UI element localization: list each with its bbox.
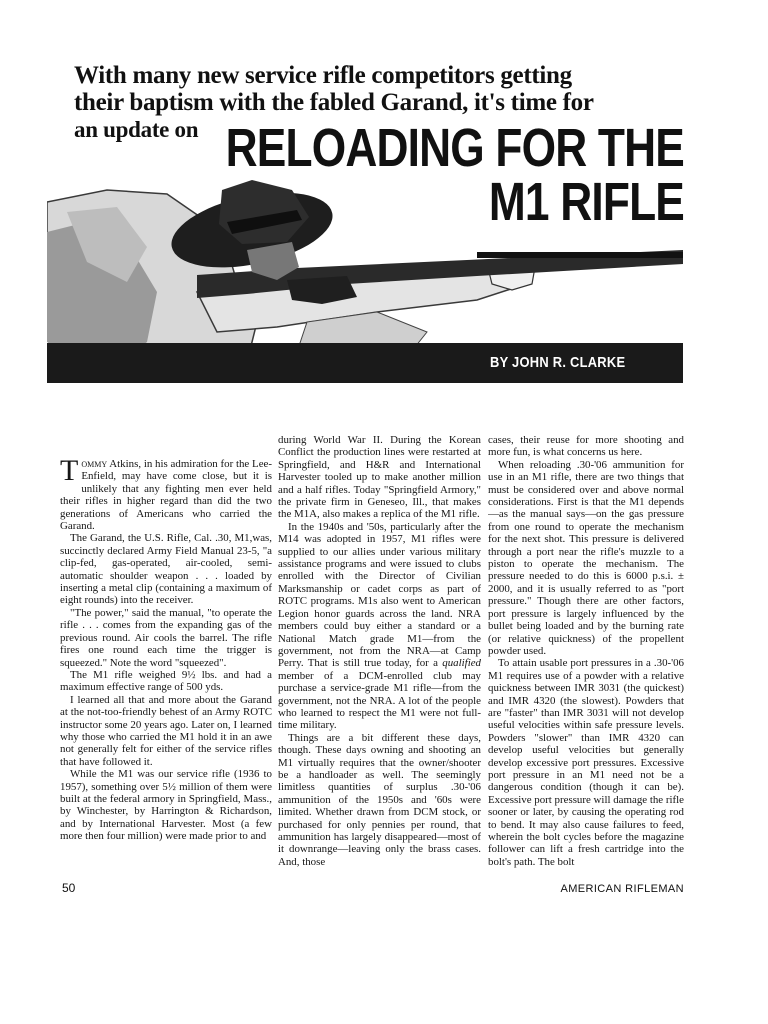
text-run: In the 1940s and '50s, particularly after the M14 was adopted in 1957, M1 rifles were supplied to our allies under various military assistance programs and were issued to clubs enrolled with the Director of Civilian Marksmanship or cadet corps as part of ROTC programs. M1s also went to American Legion honor guards across the land. NRA members could buy either a standard or a National Match grade M1—from the government, not from the NRA—at Camp Perry. That is still true today, for a [278,520,481,670]
paragraph: While the M1 was our service rifle (1936 to 1957), something over 5½ million of them were built at the federal armory in Springfield, Mass., by Winchester, by Harrington & Richardson, and by International Harvester. Most (a few more then four million) were made prior to and [60,768,272,843]
opening-smallcaps: ommy [81,458,108,470]
paragraph: cases, their reuse for more shooting and more fun, is what concerns us here. [488,434,684,459]
page-number: 50 [62,881,76,895]
deck-line-1: With many new service rifle competitors getting [74,62,572,89]
title-line-1: RELOADING FOR THE [225,118,684,178]
paragraph: To attain usable port pressures in a .30-'06 M1 requires use of a powder with a relative quickness between IMR 3031 (the quickest) and IMR 4320 (the slowest). Powders that are "faster" than IMR 3031 will not develop useful velocities within safe pressure levels. Powders "slower" than IMR 4320 can develop useful velocities but generally develop excessive port pressures. Excessive port pressure in an M1 need not be a dangerous condition (though it can be). Excessive port pressure will damage the rifle sooner or later, by causing the operating rod to bend. It may also cause failures to feed, wherein the bolt cycles before the magazine follower can lift a fresh cartridge into the bolt's path. The bolt [488,657,684,868]
deck-line-3: an update on [74,117,199,142]
paragraph: I learned all that and more about the Garand at the not-too-friendly behest of an Army ROTC instructor some 20 years ago. Later on, I learned why those who carried the M1 hold it in an awe not generally felt for either of the service rifles that have followed it. [60,693,272,768]
deck-line-2: their baptism with the fabled Garand, it's time for [74,89,594,116]
emphasis-qualified: qualified [442,657,481,670]
paragraph: The M1 rifle weighed 9½ lbs. and had a maximum effective range of 500 yds. [60,668,272,694]
drop-cap: T [60,454,79,487]
article-column-2 [278,434,481,868]
byline: BY JOHN R. CLARKE [490,354,626,371]
magazine-name: AMERICAN RIFLEMAN [560,883,684,895]
paragraph: Things are a bit different these days, though. These days owning and shooting an M1 virtually requires that the owner/shooter be a handloader as well. The seemingly limitless quantities of surplus .30-'06 ammunition of the 1950s and '60s were limited. Whether drawn from DCM stock, or purchased for only pennies per round, that ammunition has largely disappeared—most of it downrange—leaving only the brass cases. And, those [278,731,481,868]
article-column-1 [60,454,272,843]
paragraph [60,454,272,533]
paragraph: "The power," said the manual, "to operate the rifle . . . comes from the expanding gas of the previous round. Air cools the barrel. The rifle fires one round each time the trigger is squeezed." Note the word "squeezed". [60,606,272,669]
text-run: member of a DCM-enrolled club may purchase a service-grade M1 rifle—from the government, not the NRA. A lot of the people who learned to respect the M1 were not full-time military. [278,669,481,732]
article-column-3 [488,434,684,868]
paragraph: during World War II. During the Korean Conflict the production lines were restarted at Springfield, and H&R and International Harvester tooled up to make another million and a half rifles. Today "Springfield Armory," the private firm in Geneseo, Ill., that makes the M1A, also makes a replica of the M1 rifle. [278,434,481,521]
paragraph [278,521,481,732]
paragraph: The Garand, the U.S. Rifle, Cal. .30, M1,was, succinctly declared Army Field Manual 23-5, "a clip-fed, gas-operated, air-cooled, semi-automatic shoulder weapon . . . loaded by inserting a metal clip (containing a maximum of eight rounds) into the receiver. [60,532,272,607]
paragraph: When reloading .30-'06 ammunition for use in an M1 rifle, there are two things that must be considered over and above normal considerations. First is that the M1 depends—as the manual says—on the gas pressure from one round to operate the mechanism for the next shot. This pressure is delivered through a port near the rifle's muzzle to a piston to operate the mechanism. The pressure needed to do this is 6000 p.s.i. ± 2000, and it is usually referred to as "port pressure." Though there are other factors, port pressure is largely influenced by the bullet being loaded and by the burning rate (or relative quickness) of the propellent powder used. [488,458,684,657]
opening-text: Atkins, in his admiration for the Lee-Enfield, may have come close, but it is unlikely that any fighting men ever held their rifles in higher regard than did the two generations of Americans who carried the Garand. [60,458,272,533]
title-line-2: M1 RIFLE [488,172,684,232]
